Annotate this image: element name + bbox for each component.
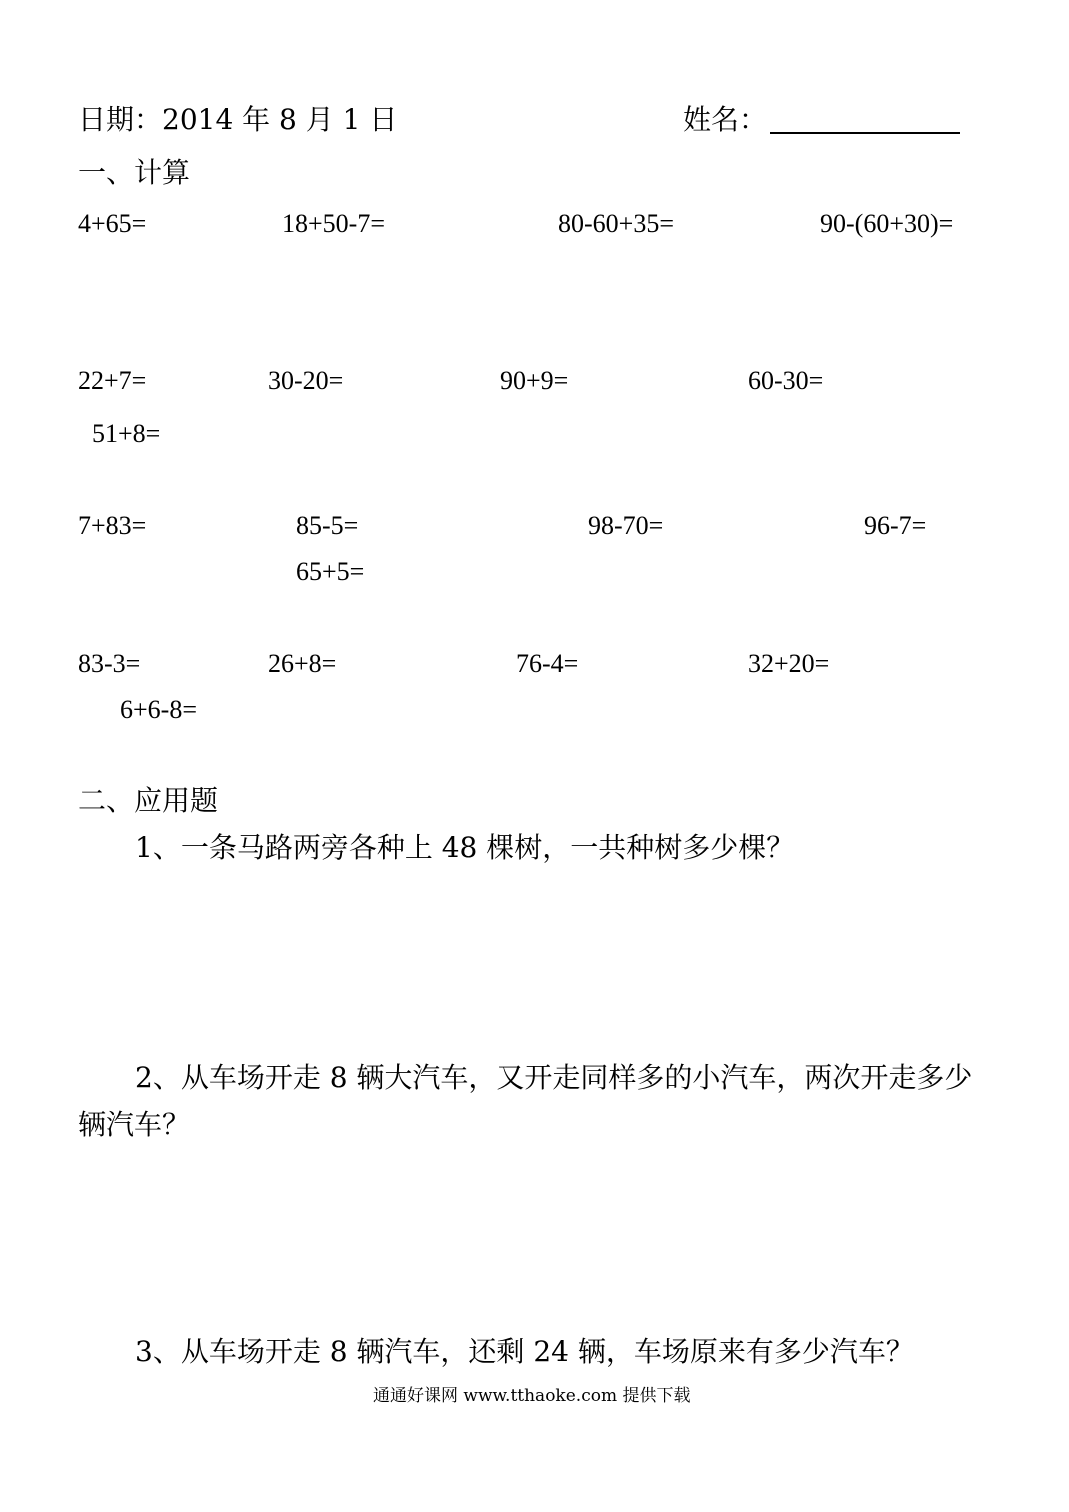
problem-14: 65+5=: [296, 557, 365, 586]
problem-2: 18+50-7=: [282, 209, 385, 238]
name-blank-line[interactable]: [770, 132, 960, 134]
date-label: 日期：2014 年 8 月 1 日: [78, 103, 398, 136]
problem-18: 32+20=: [748, 649, 830, 678]
name-label: 姓名：: [683, 103, 768, 136]
problem-5: 22+7=: [78, 366, 147, 395]
word-problem-2-line1: 2、从车场开走 8 辆大汽车，又开走同样多的小汽车，两次开走多少: [135, 1061, 973, 1094]
problem-12: 98-70=: [588, 511, 664, 540]
section2-title: 二、应用题: [78, 784, 219, 817]
problem-13: 96-7=: [864, 511, 927, 540]
problem-9: 51+8=: [92, 419, 161, 448]
problem-1: 4+65=: [78, 209, 147, 238]
problem-15: 83-3=: [78, 649, 141, 678]
problem-3: 80-60+35=: [558, 209, 674, 238]
problem-4: 90-(60+30)=: [820, 209, 954, 238]
section1-title: 一、计算: [78, 156, 191, 189]
problem-11: 85-5=: [296, 511, 359, 540]
problem-10: 7+83=: [78, 511, 147, 540]
problem-8: 60-30=: [748, 366, 824, 395]
problem-6: 30-20=: [268, 366, 344, 395]
word-problem-1: 1、一条马路两旁各种上 48 棵树，一共种树多少棵？: [135, 831, 795, 864]
problem-16: 26+8=: [268, 649, 337, 678]
problem-19: 6+6-8=: [120, 695, 197, 724]
problem-7: 90+9=: [500, 366, 569, 395]
word-problem-2-line2: 辆汽车？: [78, 1108, 191, 1141]
problem-17: 76-4=: [516, 649, 579, 678]
word-problem-3: 3、从车场开走 8 辆汽车，还剩 24 辆，车场原来有多少汽车？: [135, 1335, 914, 1368]
footer-text: 通通好课网 www.tthaoke.com 提供下载: [373, 1386, 691, 1406]
